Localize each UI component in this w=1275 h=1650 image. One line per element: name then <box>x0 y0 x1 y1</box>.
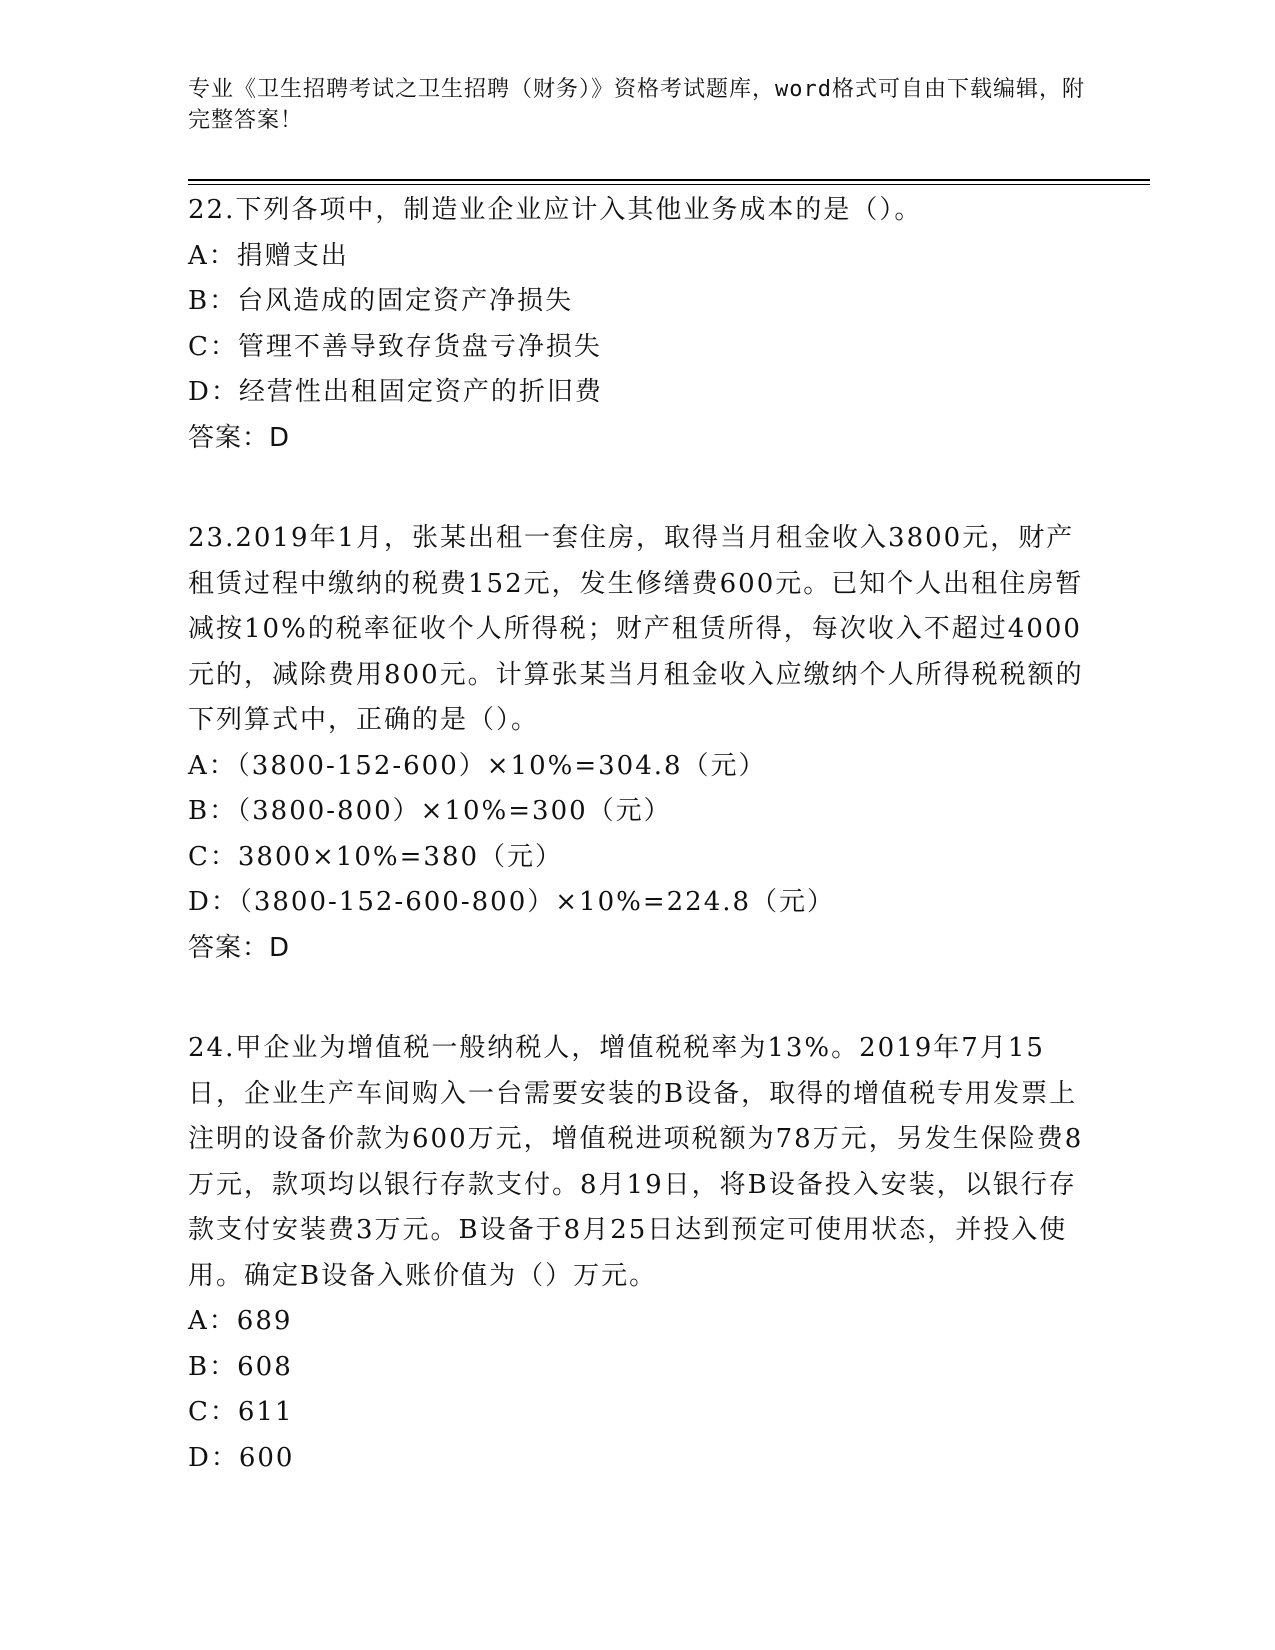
header-divider-thin <box>188 184 1150 185</box>
option-d: D：600 <box>188 1442 295 1473</box>
option-c: C：管理不善导致存货盘亏净损失 <box>188 331 602 362</box>
question-stem: 23.2019年1月，张某出租一套住房，取得当月租金收入3800元，财产租赁过程中缴纳的税费152元，发生修缮费600元。已知个人出租住房暂减按10%的税率征收个人所得税；财产租赁所得，每次收入不超过4000元的，减除费用800元。计算张某当月租金收入应缴纳个人所得税税额的下列算式中，正确的是（）。 <box>188 523 1084 735</box>
question-list <box>188 188 1088 1536</box>
document-header: 专业《卫生招聘考试之卫生招聘（财务）》资格考试题库，word格式可自由下载编辑，附完整答案！ <box>188 77 1085 133</box>
option-c: C：611 <box>188 1397 294 1427</box>
question-23 <box>188 516 1088 971</box>
question-stem: 22.下列各项中，制造业企业应计入其他业务成本的是（）。 <box>188 195 923 225</box>
option-a: A：689 <box>188 1306 293 1336</box>
option-b: B：608 <box>188 1351 293 1382</box>
header-divider-thick <box>188 179 1150 181</box>
option-c: C：3800×10%=380（元） <box>188 841 564 872</box>
answer-line: 答案：D <box>188 932 291 963</box>
option-d: D：经营性出租固定资产的折旧费 <box>188 377 603 407</box>
question-22 <box>188 188 1088 461</box>
answer-line: 答案：D <box>188 422 291 453</box>
option-a: A：（3800-152-600）×10%=304.8（元） <box>188 750 767 781</box>
option-a: A：捐赠支出 <box>188 240 349 271</box>
option-b: B：台风造成的固定资产净损失 <box>188 286 574 316</box>
option-d: D：（3800-152-600-800）×10%=224.8（元） <box>188 887 836 917</box>
question-24 <box>188 1026 1088 1481</box>
option-b: B：（3800-800）×10%=300（元） <box>188 796 672 826</box>
question-stem: 24.甲企业为增值税一般纳税人，增值税税率为13%。2019年7月15日，企业生产车间购入一台需要安装的B设备，取得的增值税专用发票上注明的设备价款为600万元，增值税进项税额为78万元，另发生保险费8万元，款项均以银行存款支付。8月19日，将B设备投入安装，以银行存款支付安装费3万元。B设备于8月25日达到预定可使用状态，并投入使用。确定B设备入账价值为（）万元。 <box>188 1033 1084 1291</box>
